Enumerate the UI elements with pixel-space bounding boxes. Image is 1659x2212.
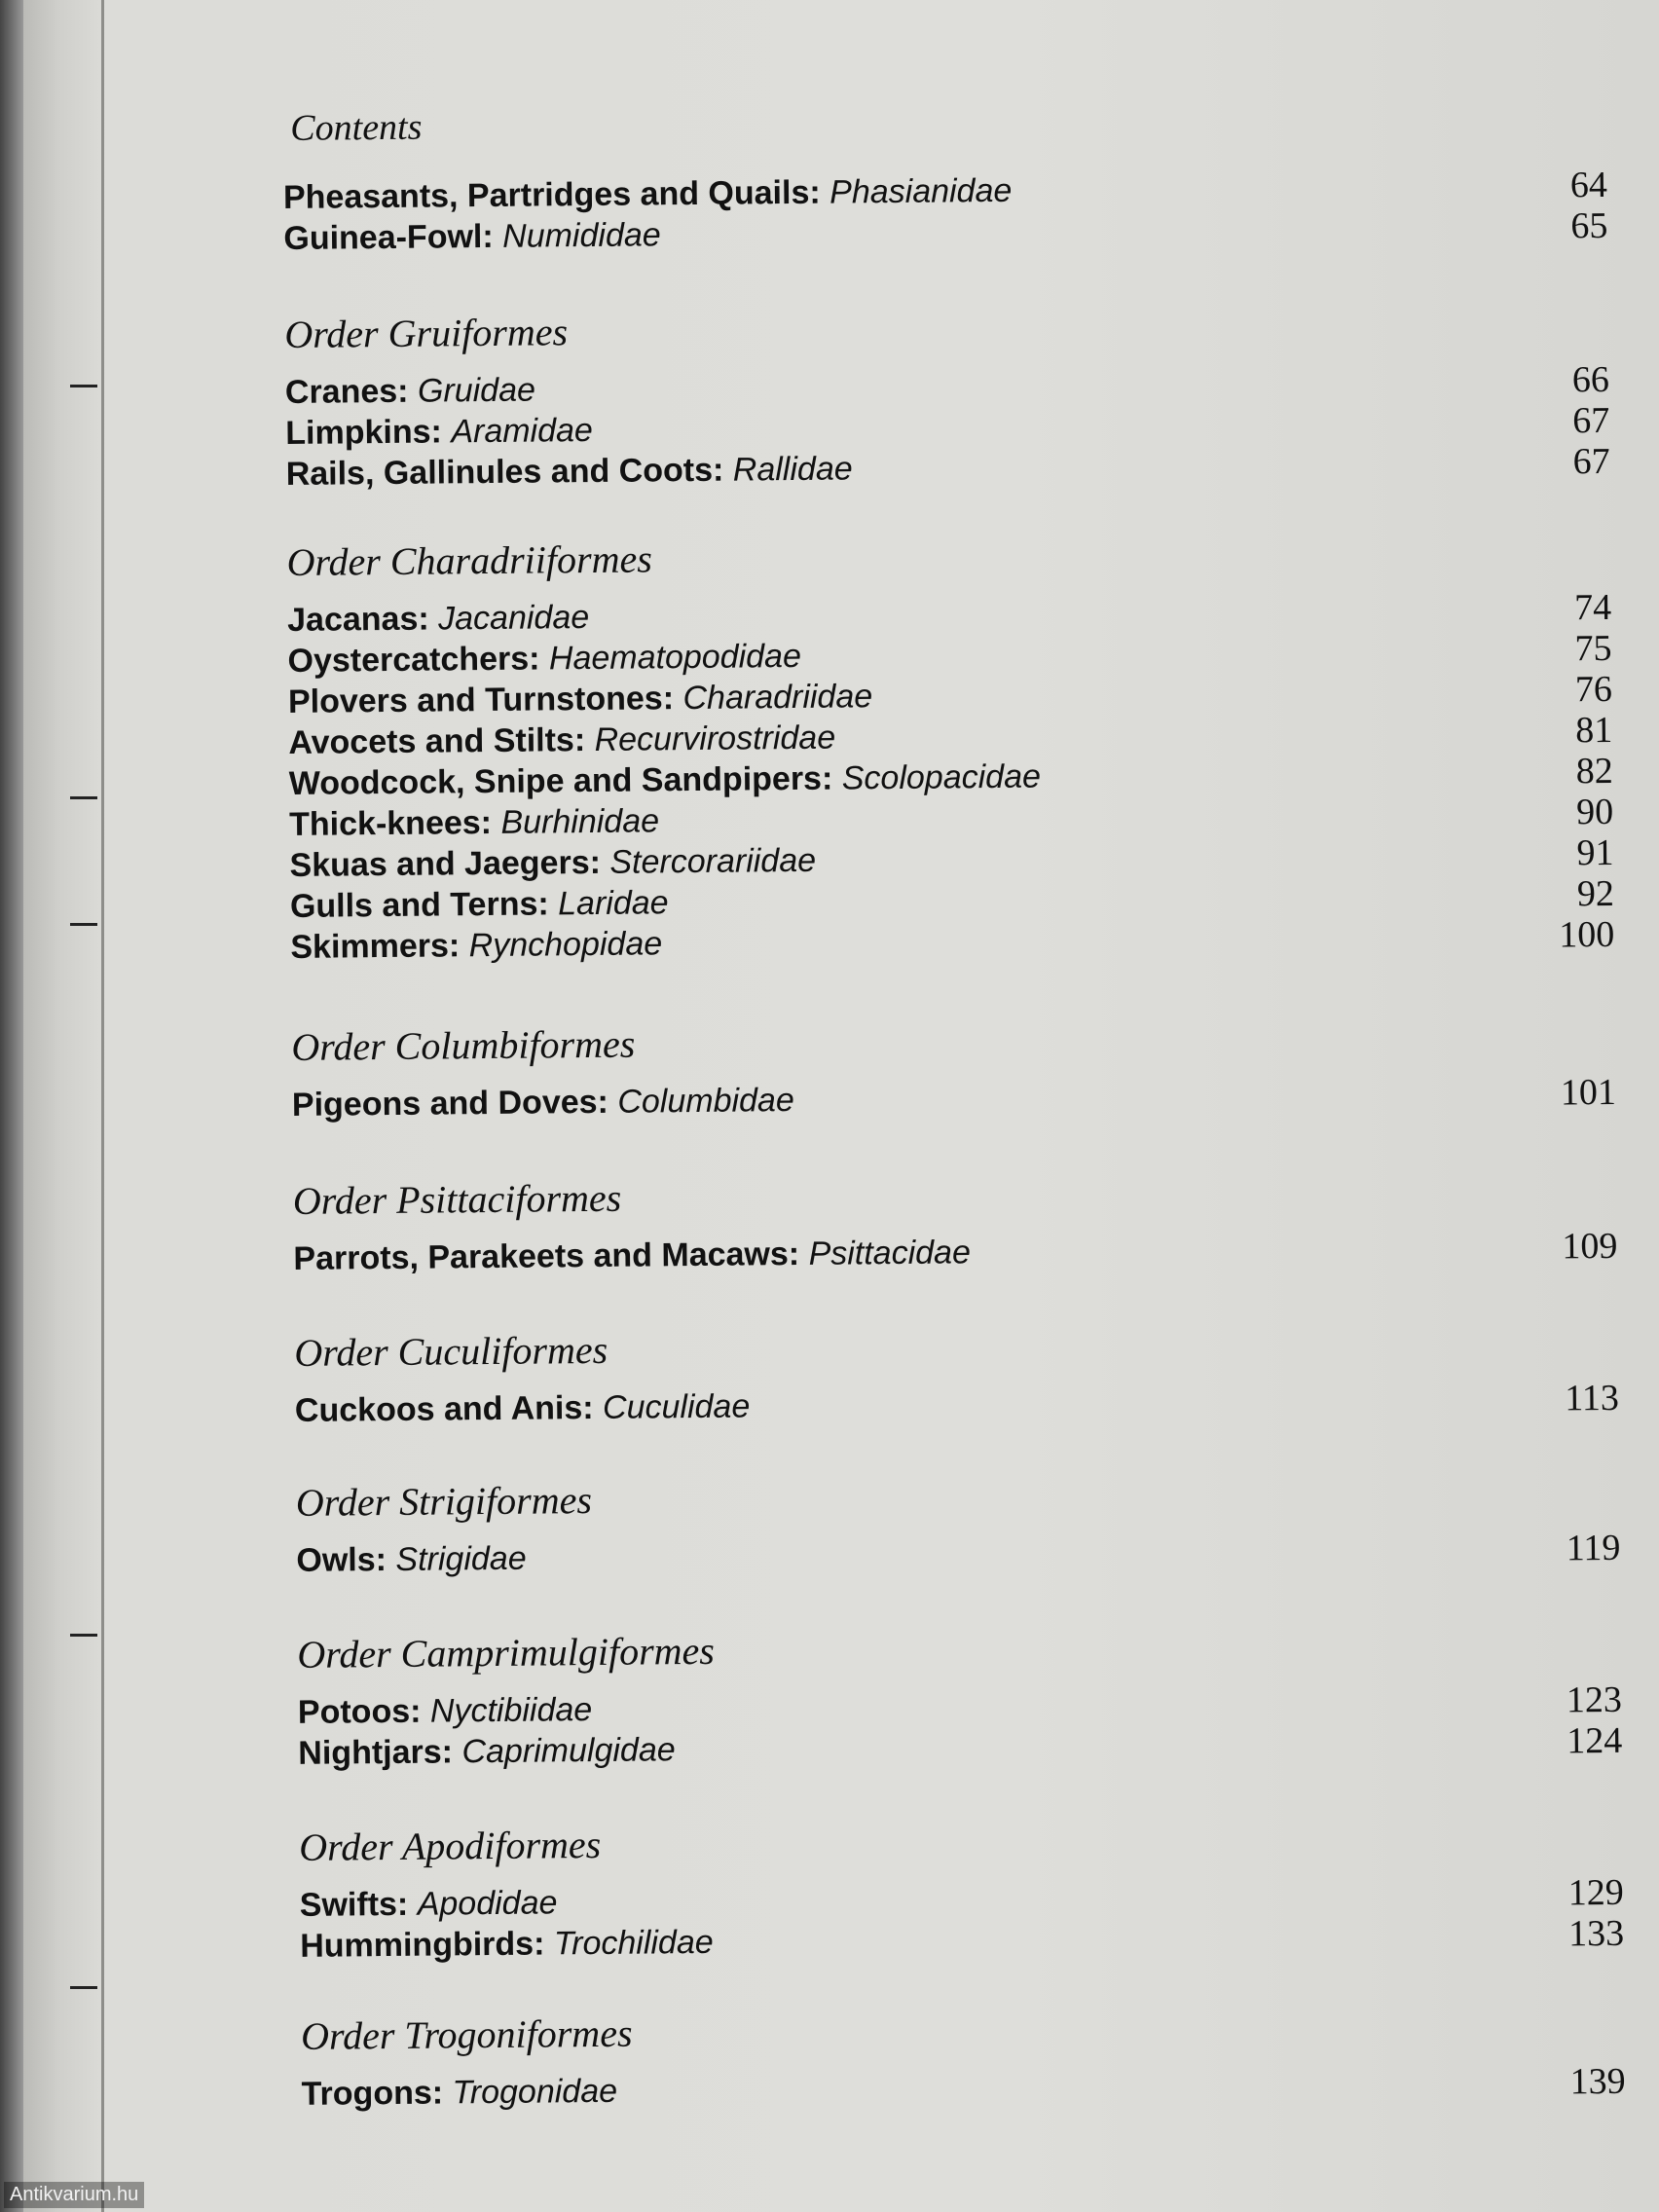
family-name: Phasianidae <box>829 171 1013 211</box>
page-tick <box>70 796 97 799</box>
toc-section <box>296 1465 1621 1581</box>
toc-entry[interactable] <box>301 2061 1625 2115</box>
family-name: Strigidae <box>395 1539 527 1578</box>
family-name: Apodidae <box>417 1884 558 1923</box>
toc-section <box>299 1810 1624 1967</box>
page-tick <box>70 385 97 387</box>
separator: : <box>537 885 559 923</box>
page-number: 75 <box>1574 627 1612 670</box>
separator: : <box>582 1388 604 1427</box>
common-name: Pigeons and Doves <box>291 1083 598 1124</box>
family-name: Nyctibiidae <box>429 1691 593 1730</box>
separator: : <box>375 1540 396 1579</box>
page-number: 74 <box>1573 586 1612 629</box>
family-name: Trochilidae <box>553 1923 714 1963</box>
family-name: Recurvirostridae <box>594 719 836 758</box>
order-heading: Order Charadriiformes <box>286 536 653 584</box>
page-title: Contents <box>290 106 423 149</box>
common-name: Hummingbirds <box>300 1925 535 1965</box>
page-number: 90 <box>1575 791 1614 833</box>
page-number: 129 <box>1567 1871 1624 1914</box>
page-number: 133 <box>1567 1912 1625 1955</box>
common-name: Guinea-Fowl <box>283 218 483 257</box>
separator: : <box>809 173 830 211</box>
family-name: Burhinidae <box>500 802 660 841</box>
page-tick <box>70 1634 97 1637</box>
order-heading: Order Psittaciformes <box>292 1175 622 1223</box>
page-number: 101 <box>1560 1071 1617 1114</box>
common-name: Nightjars <box>298 1733 442 1772</box>
separator: : <box>397 372 419 410</box>
order-heading: Order Strigiformes <box>295 1478 593 1525</box>
page-number: 67 <box>1572 399 1610 442</box>
order-heading: Order Apodiformes <box>299 1822 602 1869</box>
common-name: Thick-knees <box>288 804 481 843</box>
book-spine <box>0 0 23 2212</box>
separator: : <box>396 1885 418 1923</box>
common-name: Skimmers <box>290 927 450 966</box>
family-name: Rallidae <box>732 450 853 489</box>
toc-section <box>284 297 1610 495</box>
family-name: Caprimulgidae <box>461 1731 676 1771</box>
watermark: Antikvarium.hu <box>4 2182 144 2208</box>
common-name: Skuas and Jaegers <box>289 844 590 884</box>
common-name: Gulls and Terns <box>289 885 538 925</box>
family-name: Charadriidae <box>682 678 873 718</box>
toc-section <box>297 1617 1622 1774</box>
common-name: Parrots, Parakeets and Macaws <box>293 1235 789 1277</box>
separator: : <box>573 720 595 759</box>
common-name: Jacanas <box>286 600 419 639</box>
page-number: 66 <box>1571 358 1610 401</box>
page-number: 113 <box>1565 1377 1620 1419</box>
toc-entry[interactable] <box>292 1072 1616 1125</box>
page-number: 100 <box>1559 913 1615 956</box>
separator: : <box>418 600 439 638</box>
separator: : <box>788 1235 809 1273</box>
common-name: Owls <box>296 1541 376 1579</box>
order-heading: Order Camprimulgiformes <box>297 1628 716 1677</box>
separator: : <box>712 451 733 489</box>
toc-section <box>294 1315 1619 1431</box>
page-number: 109 <box>1562 1225 1618 1268</box>
family-name: Numididae <box>501 216 661 255</box>
separator: : <box>409 1692 431 1730</box>
page-number: 92 <box>1576 872 1615 915</box>
order-heading: Order Cuculiformes <box>294 1327 608 1375</box>
family-name: Stercorariidae <box>609 841 817 881</box>
toc-section <box>293 1163 1618 1279</box>
separator: : <box>480 803 501 842</box>
family-name: Trogonidae <box>452 2072 618 2112</box>
page-tick <box>70 923 97 926</box>
family-name: Rynchopidae <box>468 925 663 965</box>
page-number: 76 <box>1574 668 1613 711</box>
family-name: Gruidae <box>417 371 536 410</box>
page-number: 139 <box>1569 2060 1626 2103</box>
separator: : <box>482 217 503 256</box>
separator: : <box>662 680 683 718</box>
family-name: Jacanidae <box>437 599 590 638</box>
page-number: 64 <box>1569 164 1608 206</box>
page-number: 81 <box>1575 709 1613 752</box>
separator: : <box>597 1083 618 1121</box>
page-tick <box>70 1986 97 1989</box>
family-name: Aramidae <box>451 411 594 451</box>
page-number: 67 <box>1572 440 1610 483</box>
order-heading: Order Trogoniformes <box>300 2010 633 2058</box>
common-name: Cranes <box>284 372 398 411</box>
common-name: Avocets and Stilts <box>288 721 575 761</box>
page-number: 91 <box>1576 831 1614 874</box>
common-name: Trogons <box>301 2074 432 2113</box>
common-name: Limpkins <box>285 413 431 452</box>
separator: : <box>589 843 610 882</box>
family-name: Cuculidae <box>602 1387 751 1426</box>
order-heading: Order Gruiformes <box>284 310 569 356</box>
separator: : <box>533 1925 555 1963</box>
separator: : <box>430 413 452 451</box>
family-name: Columbidae <box>617 1082 794 1121</box>
common-name: Pheasants, Partridges and Quails <box>282 173 810 216</box>
page-number: 123 <box>1566 1678 1623 1721</box>
common-name: Woodcock, Snipe and Sandpipers <box>288 759 823 802</box>
toc-entry[interactable] <box>295 1378 1619 1431</box>
common-name: Swifts <box>299 1885 398 1924</box>
page-number: 119 <box>1566 1527 1621 1569</box>
toc-entry[interactable] <box>293 1226 1617 1279</box>
page-number: 124 <box>1567 1719 1623 1762</box>
common-name: Rails, Gallinules and Coots <box>285 451 714 493</box>
separator: : <box>528 640 550 678</box>
family-name: Scolopacidae <box>841 757 1042 797</box>
family-name: Psittacidae <box>808 1234 972 1272</box>
toc-section <box>283 165 1608 259</box>
separator: : <box>821 759 842 797</box>
page-number: 82 <box>1575 750 1613 793</box>
common-name: Plovers and Turnstones <box>287 680 663 720</box>
page-number: 65 <box>1570 204 1608 247</box>
common-name: Oystercatchers <box>287 640 530 680</box>
family-name: Haematopodidae <box>548 637 802 678</box>
toc-section <box>286 525 1614 968</box>
table-of-contents <box>282 85 1626 2142</box>
order-heading: Order Columbiformes <box>291 1021 636 1069</box>
page-edge <box>101 0 104 2212</box>
common-name: Cuckoos and Anis <box>294 1389 583 1429</box>
separator: : <box>448 927 469 965</box>
family-name: Laridae <box>557 884 669 923</box>
common-name: Potoos <box>297 1692 411 1731</box>
toc-section <box>291 1010 1616 1125</box>
toc-section <box>301 1999 1626 2115</box>
separator: : <box>431 2074 453 2112</box>
separator: : <box>441 1733 462 1771</box>
toc-entry[interactable] <box>296 1528 1620 1581</box>
